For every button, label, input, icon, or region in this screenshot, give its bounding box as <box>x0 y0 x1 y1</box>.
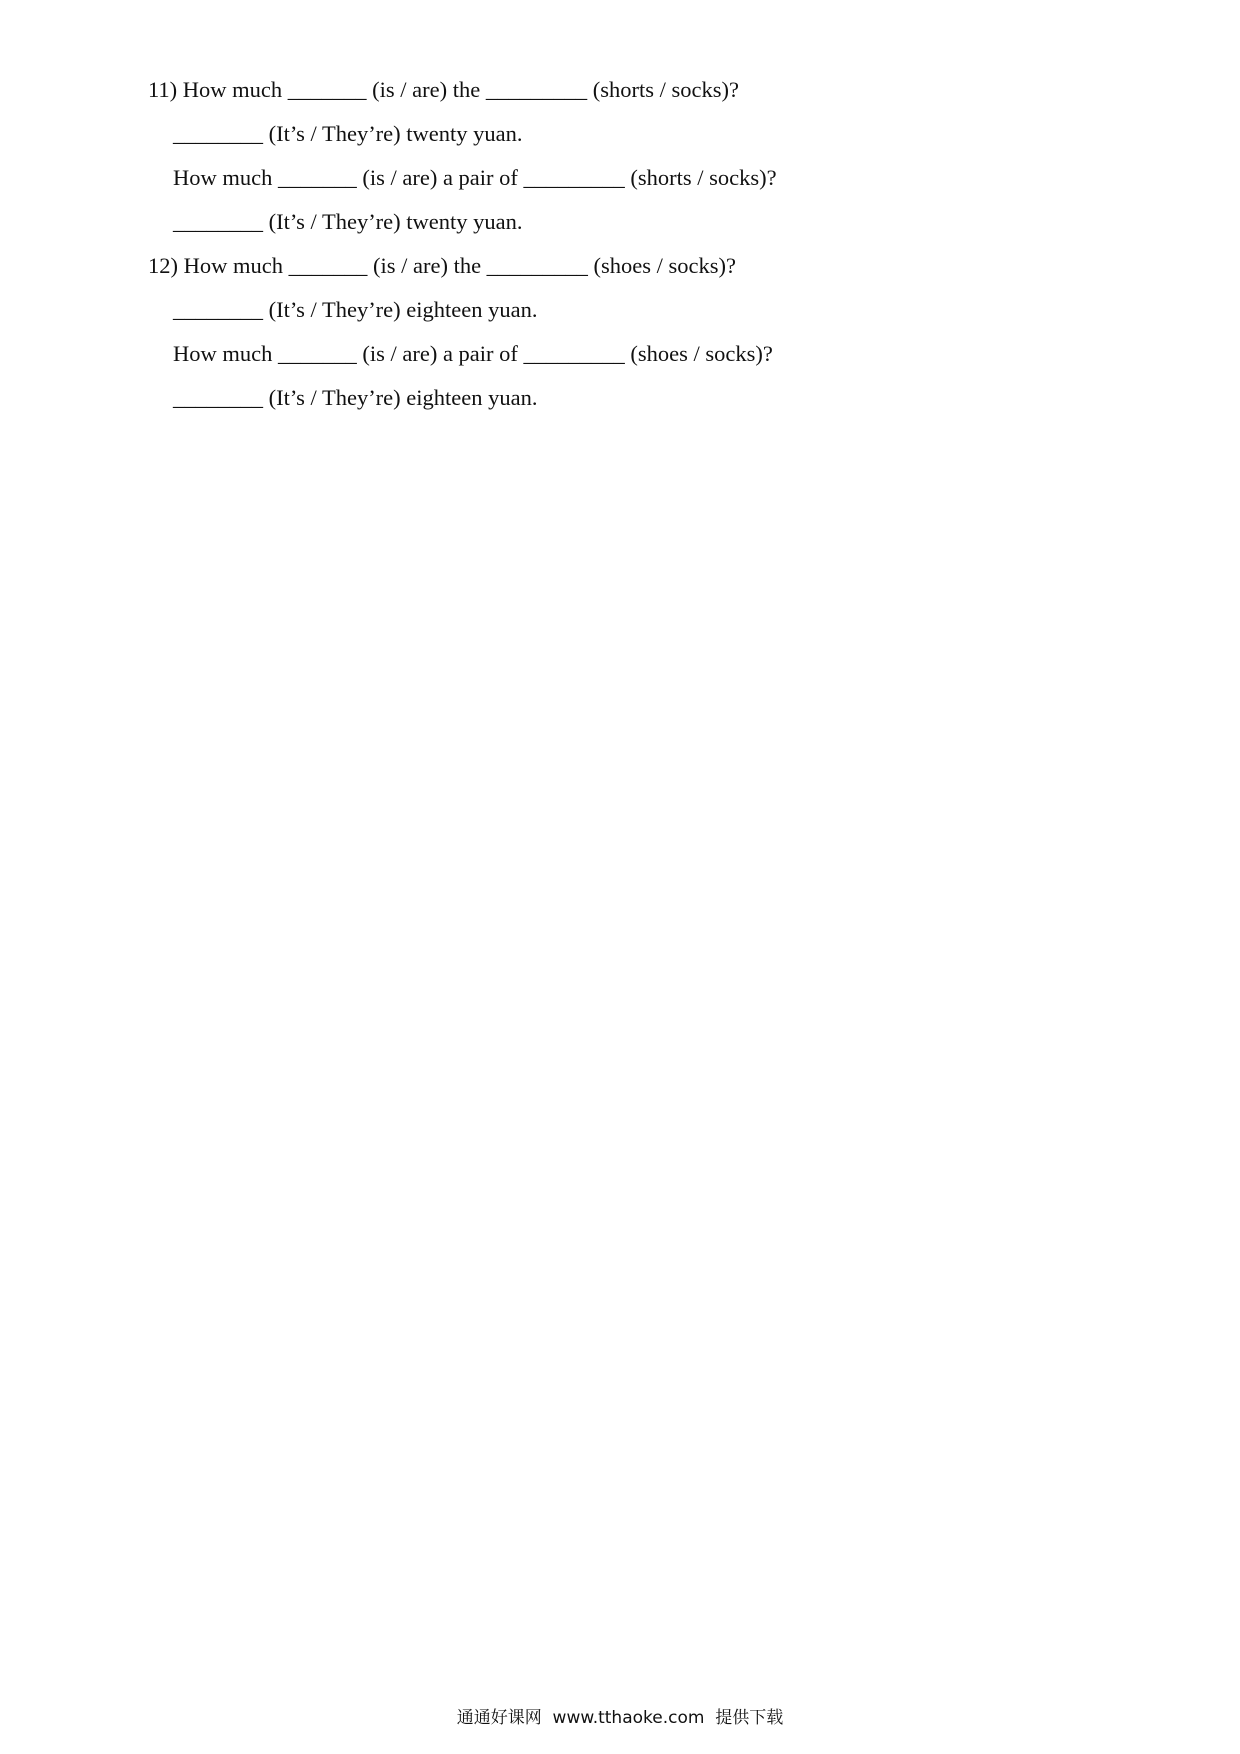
question-11-line-1: 11) How much _______ (is / are) the _________ (shorts / socks)? <box>148 77 739 102</box>
question-12 <box>148 244 1148 420</box>
page-footer: 通通好课网 www.tthaoke.com 提供下载 <box>456 1708 784 1728</box>
question-11-line-4: ________ (It’s / They’re) twenty yuan. <box>173 209 523 234</box>
question-12-line-2: ________ (It’s / They’re) eighteen yuan. <box>173 297 538 322</box>
question-11-line-2: ________ (It’s / They’re) twenty yuan. <box>173 121 523 146</box>
question-11 <box>148 68 1148 244</box>
question-12-line-1: 12) How much _______ (is / are) the _________ (shoes / socks)? <box>148 253 737 278</box>
question-12-line-4: ________ (It’s / They’re) eighteen yuan. <box>173 385 538 410</box>
worksheet-content <box>148 68 1148 420</box>
question-12-line-3: How much _______ (is / are) a pair of _________ (shoes / socks)? <box>173 341 773 366</box>
question-11-line-3: How much _______ (is / are) a pair of _________ (shorts / socks)? <box>173 165 777 190</box>
